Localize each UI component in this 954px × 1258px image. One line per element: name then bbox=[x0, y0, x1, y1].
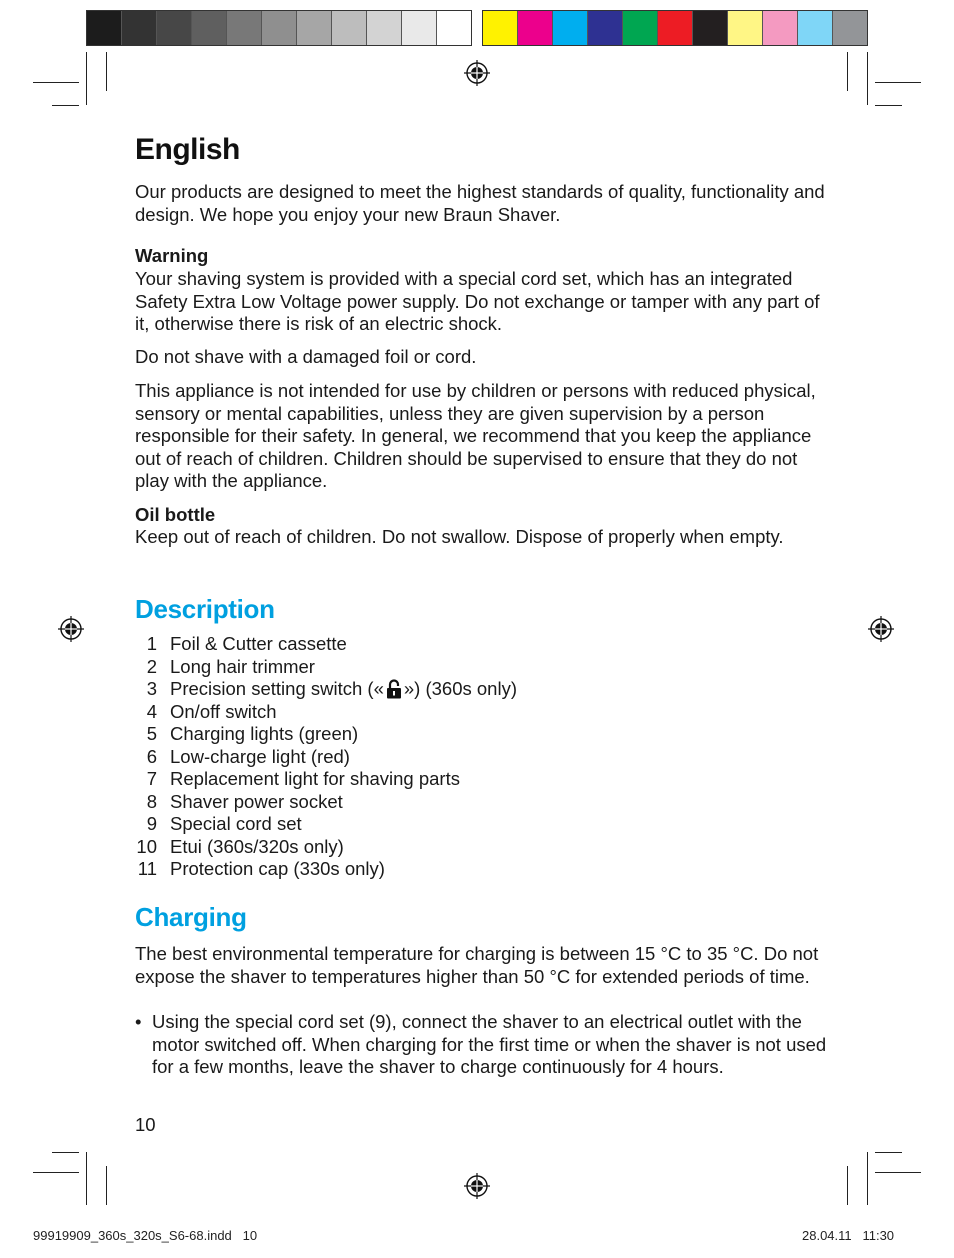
crop-mark-top-right-v bbox=[847, 52, 848, 91]
item-number: 5 bbox=[146, 723, 157, 744]
color-swatch bbox=[728, 11, 763, 45]
oil-bottle-heading: Oil bottle bbox=[135, 504, 216, 525]
list-item bbox=[135, 836, 835, 859]
item-text: Special cord set bbox=[170, 813, 302, 834]
gray-swatch bbox=[332, 11, 367, 45]
list-item bbox=[135, 746, 835, 769]
gray-swatch bbox=[157, 11, 192, 45]
crop-mark-bottom-right-h bbox=[875, 1172, 921, 1173]
item-text: Replacement light for shaving parts bbox=[170, 768, 460, 789]
crop-mark-top-left-v bbox=[106, 52, 107, 91]
crop-mark-top-left-v2 bbox=[86, 52, 87, 105]
item-text: Charging lights (green) bbox=[170, 723, 359, 744]
gray-swatch bbox=[437, 11, 471, 45]
item-number: 3 bbox=[146, 678, 157, 699]
registration-mark-right-icon bbox=[867, 615, 895, 643]
item-number: 10 bbox=[136, 835, 157, 857]
list-item bbox=[135, 813, 835, 836]
gray-swatch bbox=[297, 11, 332, 45]
gray-swatch bbox=[367, 11, 402, 45]
color-swatch bbox=[658, 11, 693, 45]
item-number: 2 bbox=[146, 655, 157, 677]
charging-paragraph: The best environmental temperature for charging is between 15 °C to 35 °C. Do not expose the shaver to temperatures higher than 50 °C for extended periods of time. bbox=[135, 943, 819, 987]
item-text: Foil & Cutter cassette bbox=[170, 633, 347, 654]
item-number: 9 bbox=[146, 813, 157, 834]
description-heading: Description bbox=[135, 594, 275, 624]
crop-mark-bottom-left-h bbox=[33, 1172, 79, 1173]
page-title: English bbox=[135, 133, 240, 166]
color-swatch bbox=[623, 11, 658, 45]
color-swatch bbox=[483, 11, 518, 45]
color-swatch bbox=[833, 11, 867, 45]
registration-mark-top-icon bbox=[463, 59, 491, 87]
item-text: Low-charge light (red) bbox=[170, 745, 350, 767]
crop-mark-top-right-h bbox=[875, 82, 921, 83]
gray-swatch bbox=[227, 11, 262, 45]
item-number: 11 bbox=[137, 858, 157, 879]
crop-mark-bottom-right-h2 bbox=[875, 1152, 902, 1153]
list-item bbox=[135, 791, 835, 814]
oil-bottle-paragraph: Keep out of reach of children. Do not swallow. Dispose of properly when empty. bbox=[135, 526, 784, 547]
list-item bbox=[135, 633, 835, 656]
item-text: Long hair trimmer bbox=[170, 655, 315, 677]
item-number: 8 bbox=[146, 790, 157, 812]
registration-mark-bottom-icon bbox=[463, 1172, 491, 1200]
warning-paragraph: Your shaving system is provided with a special cord set, which has an integrated Safety Extra Low Voltage power supply. Do not exchange or tamper with any part of it, otherwise there is risk of an electric shock. bbox=[135, 268, 820, 334]
registration-mark-left-icon bbox=[57, 615, 85, 643]
item-number: 7 bbox=[146, 768, 157, 789]
crop-mark-bottom-right-v bbox=[847, 1166, 848, 1205]
color-swatch bbox=[518, 11, 553, 45]
item-text-before: Precision setting switch (« bbox=[170, 678, 384, 699]
description-list bbox=[135, 633, 835, 881]
page-number: 10 bbox=[135, 1114, 156, 1135]
list-item bbox=[135, 656, 835, 679]
crop-mark-top-left-h2 bbox=[52, 105, 79, 106]
gray-swatch bbox=[262, 11, 297, 45]
children-warning-paragraph: This appliance is not intended for use by children or persons with reduced physical, sensory or mental capabilities, unless they are given supervision by a person responsible for their safety. In general, we recommend that you keep the appliance out of reach of children. Children should be supervised to ensure that they do not play with the appliance. bbox=[135, 380, 816, 491]
footer-file-info: 99919909_360s_320s_S6-68.indd 10 bbox=[33, 1228, 258, 1243]
color-swatch bbox=[798, 11, 833, 45]
footer-timestamp: 28.04.11 11:30 bbox=[802, 1228, 895, 1243]
item-text: Shaver power socket bbox=[170, 790, 343, 812]
gray-swatch bbox=[402, 11, 437, 45]
color-swatch bbox=[588, 11, 623, 45]
crop-mark-bottom-left-h2 bbox=[52, 1152, 79, 1153]
charging-bullet bbox=[135, 1011, 835, 1079]
item-text: On/off switch bbox=[170, 700, 277, 722]
charging-bullet-text: Using the special cord set (9), connect the shaver to an electrical outlet with the motor switched off. When charging for the first time or when the shaver is not used for a few months, leave the shaver to charge continuously for 4 hours. bbox=[152, 1011, 827, 1077]
list-item bbox=[135, 723, 835, 746]
gray-swatch bbox=[87, 11, 122, 45]
process-color-bar bbox=[482, 10, 868, 46]
item-text bbox=[170, 678, 517, 701]
item-number: 1 bbox=[146, 633, 157, 654]
item-text: Etui (360s/320s only) bbox=[170, 835, 344, 857]
crop-mark-top-left-h bbox=[33, 82, 79, 83]
crop-mark-bottom-right-v2 bbox=[867, 1152, 868, 1205]
item-number: 6 bbox=[146, 745, 157, 767]
item-text-after: ») (360s only) bbox=[403, 678, 517, 699]
bullet-mark: • bbox=[135, 1011, 142, 1032]
crop-mark-top-right-h2 bbox=[875, 105, 902, 106]
gray-swatch bbox=[192, 11, 227, 45]
warning-heading: Warning bbox=[135, 245, 209, 266]
color-swatch bbox=[553, 11, 588, 45]
list-item bbox=[135, 768, 835, 791]
crop-mark-bottom-left-v2 bbox=[86, 1152, 87, 1205]
grayscale-color-bar bbox=[86, 10, 472, 46]
foil-warning-paragraph: Do not shave with a damaged foil or cord. bbox=[135, 346, 477, 367]
intro-paragraph: Our products are designed to meet the highest standards of quality, functionality and design. We hope you enjoy your new Braun Shaver. bbox=[135, 181, 825, 225]
list-item bbox=[135, 858, 835, 881]
lock-icon bbox=[385, 679, 403, 699]
color-swatch bbox=[763, 11, 798, 45]
color-swatch bbox=[693, 11, 728, 45]
item-text: Protection cap (330s only) bbox=[170, 858, 385, 879]
list-item bbox=[135, 701, 835, 724]
item-number: 4 bbox=[146, 700, 157, 722]
charging-heading: Charging bbox=[135, 902, 247, 932]
gray-swatch bbox=[122, 11, 157, 45]
crop-mark-top-right-v2 bbox=[867, 52, 868, 105]
crop-mark-bottom-left-v bbox=[106, 1166, 107, 1205]
list-item bbox=[135, 678, 835, 701]
